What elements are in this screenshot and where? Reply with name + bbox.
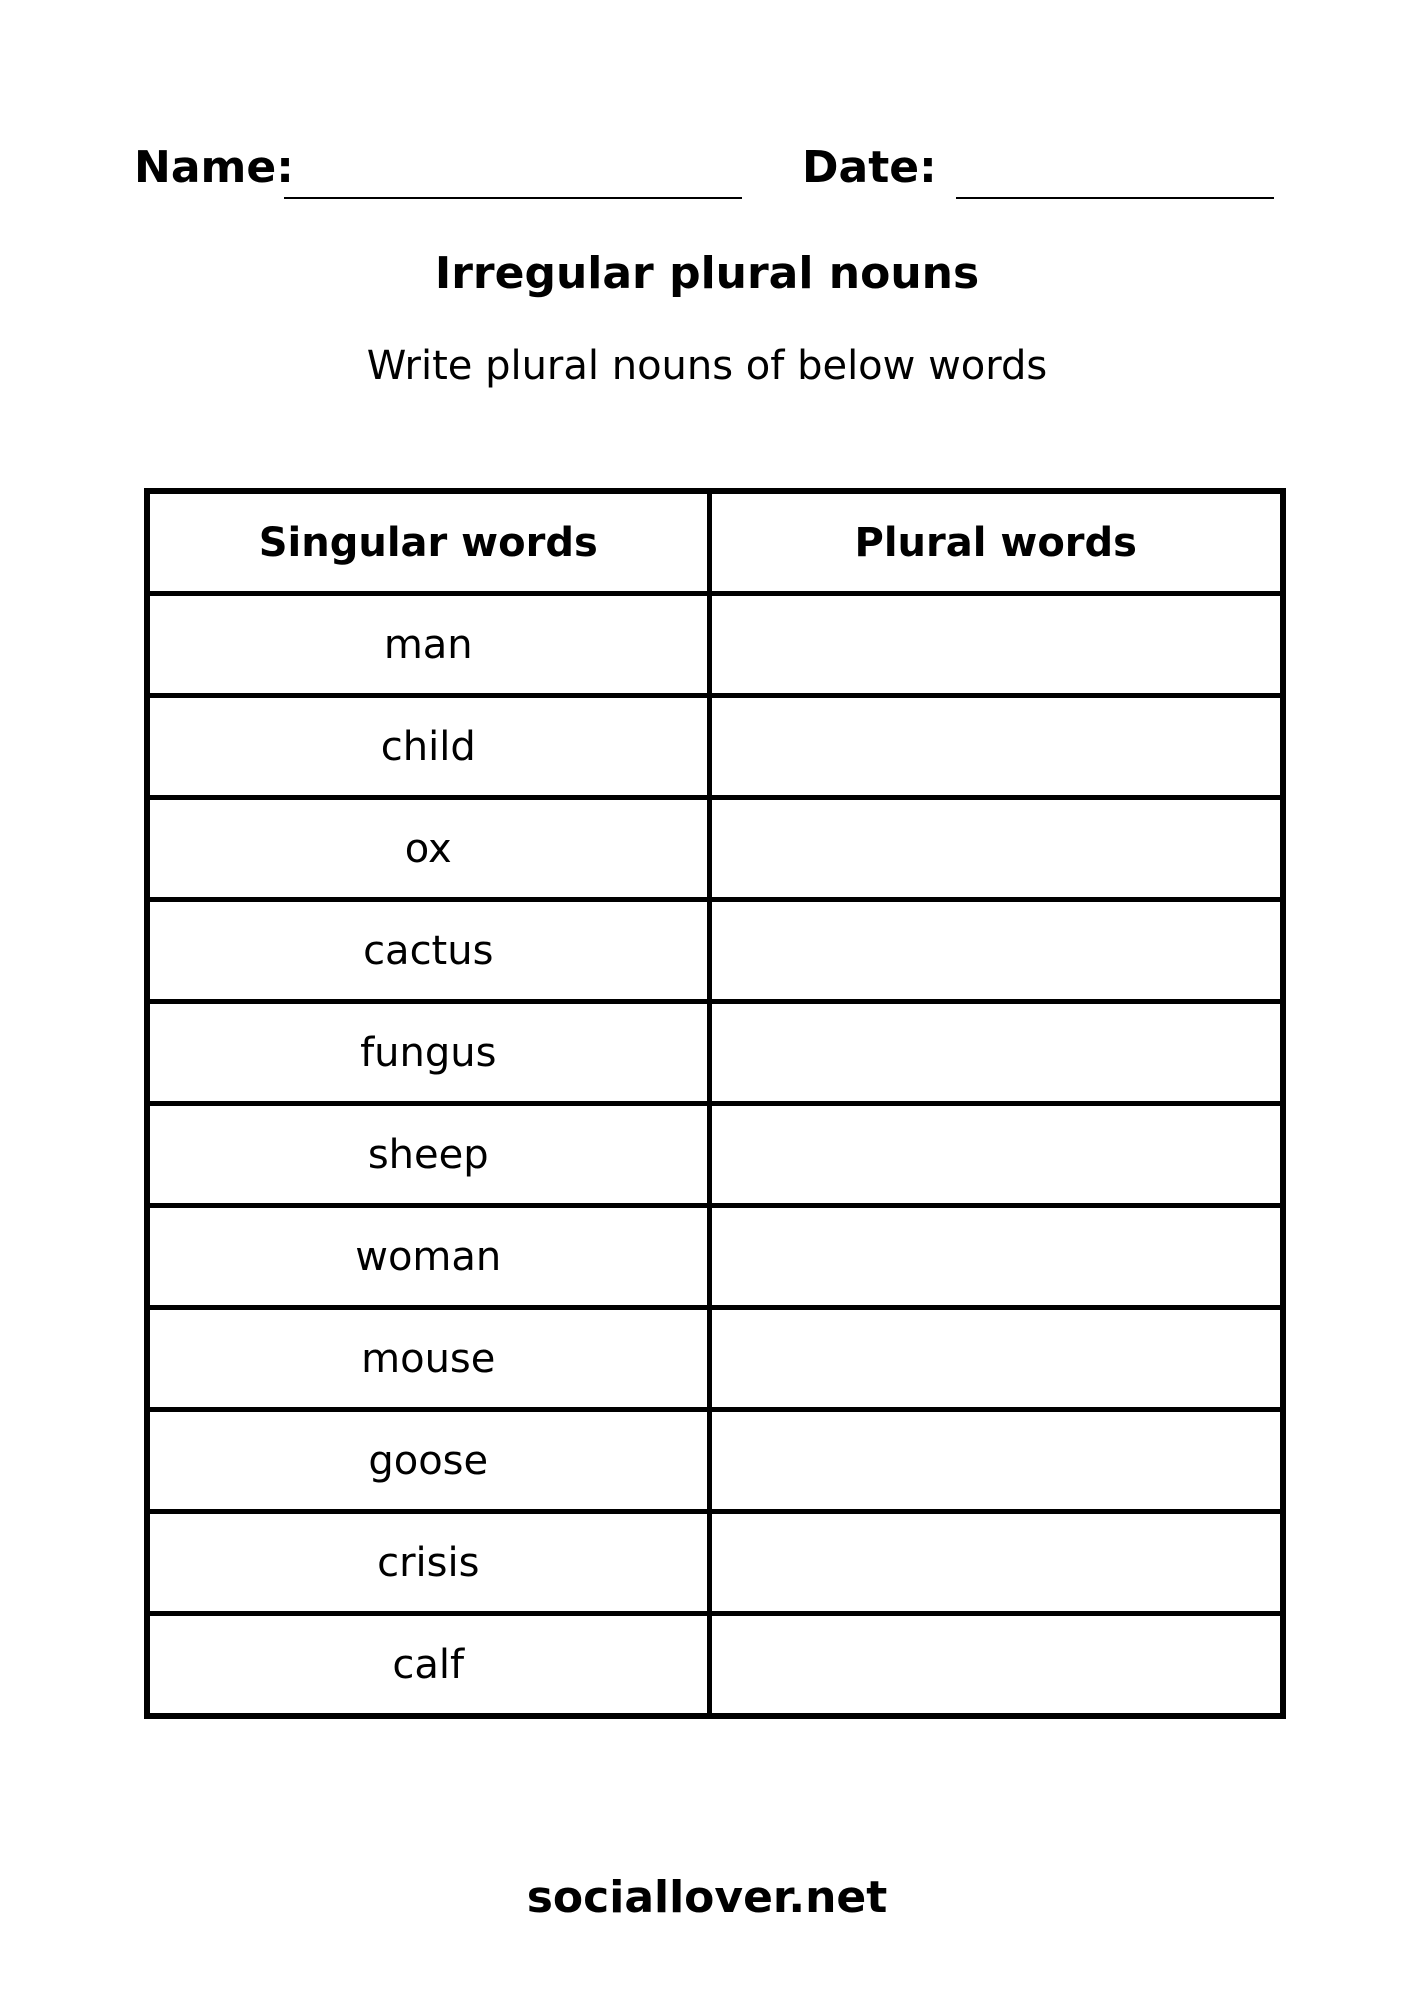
singular-word-cell: cactus: [147, 900, 709, 1002]
worksheet-title: Irregular plural nouns: [434, 248, 980, 299]
date-label: Date:: [802, 142, 937, 193]
plural-answer-cell[interactable]: [709, 900, 1283, 1002]
plural-answer-cell[interactable]: [709, 594, 1283, 696]
singular-word-cell: man: [147, 594, 709, 696]
plural-answer-cell[interactable]: [709, 1614, 1283, 1717]
plural-answer-cell[interactable]: [709, 696, 1283, 798]
plural-column-header: Plural words: [709, 491, 1283, 594]
plural-nouns-table: [144, 488, 1286, 1719]
name-label: Name:: [134, 142, 294, 193]
table-row: [147, 1308, 1283, 1410]
plural-answer-cell[interactable]: [709, 1410, 1283, 1512]
footer-site-name: sociallover.net: [526, 1872, 888, 1923]
plural-answer-cell[interactable]: [709, 798, 1283, 900]
worksheet-instructions: Write plural nouns of below words: [366, 343, 1048, 389]
singular-word-cell: fungus: [147, 1002, 709, 1104]
table-row: [147, 594, 1283, 696]
singular-word-cell: ox: [147, 798, 709, 900]
singular-word-cell: goose: [147, 1410, 709, 1512]
worksheet-header: [134, 138, 1280, 208]
plural-answer-cell[interactable]: [709, 1206, 1283, 1308]
table-row: [147, 1104, 1283, 1206]
table-row: [147, 1206, 1283, 1308]
table-row: [147, 900, 1283, 1002]
table-header-row: [147, 491, 1283, 594]
singular-word-cell: sheep: [147, 1104, 709, 1206]
table-row: [147, 1002, 1283, 1104]
plural-answer-cell[interactable]: [709, 1104, 1283, 1206]
singular-word-cell: child: [147, 696, 709, 798]
singular-column-header: Singular words: [147, 491, 709, 594]
plural-answer-cell[interactable]: [709, 1308, 1283, 1410]
singular-word-cell: crisis: [147, 1512, 709, 1614]
plural-answer-cell[interactable]: [709, 1512, 1283, 1614]
date-blank-line[interactable]: [956, 197, 1274, 199]
name-blank-line[interactable]: [284, 197, 742, 199]
singular-word-cell: calf: [147, 1614, 709, 1717]
table-row: [147, 798, 1283, 900]
table-row: [147, 1410, 1283, 1512]
table-row: [147, 696, 1283, 798]
plural-answer-cell[interactable]: [709, 1002, 1283, 1104]
singular-word-cell: woman: [147, 1206, 709, 1308]
singular-word-cell: mouse: [147, 1308, 709, 1410]
table-row: [147, 1512, 1283, 1614]
table-row: [147, 1614, 1283, 1717]
